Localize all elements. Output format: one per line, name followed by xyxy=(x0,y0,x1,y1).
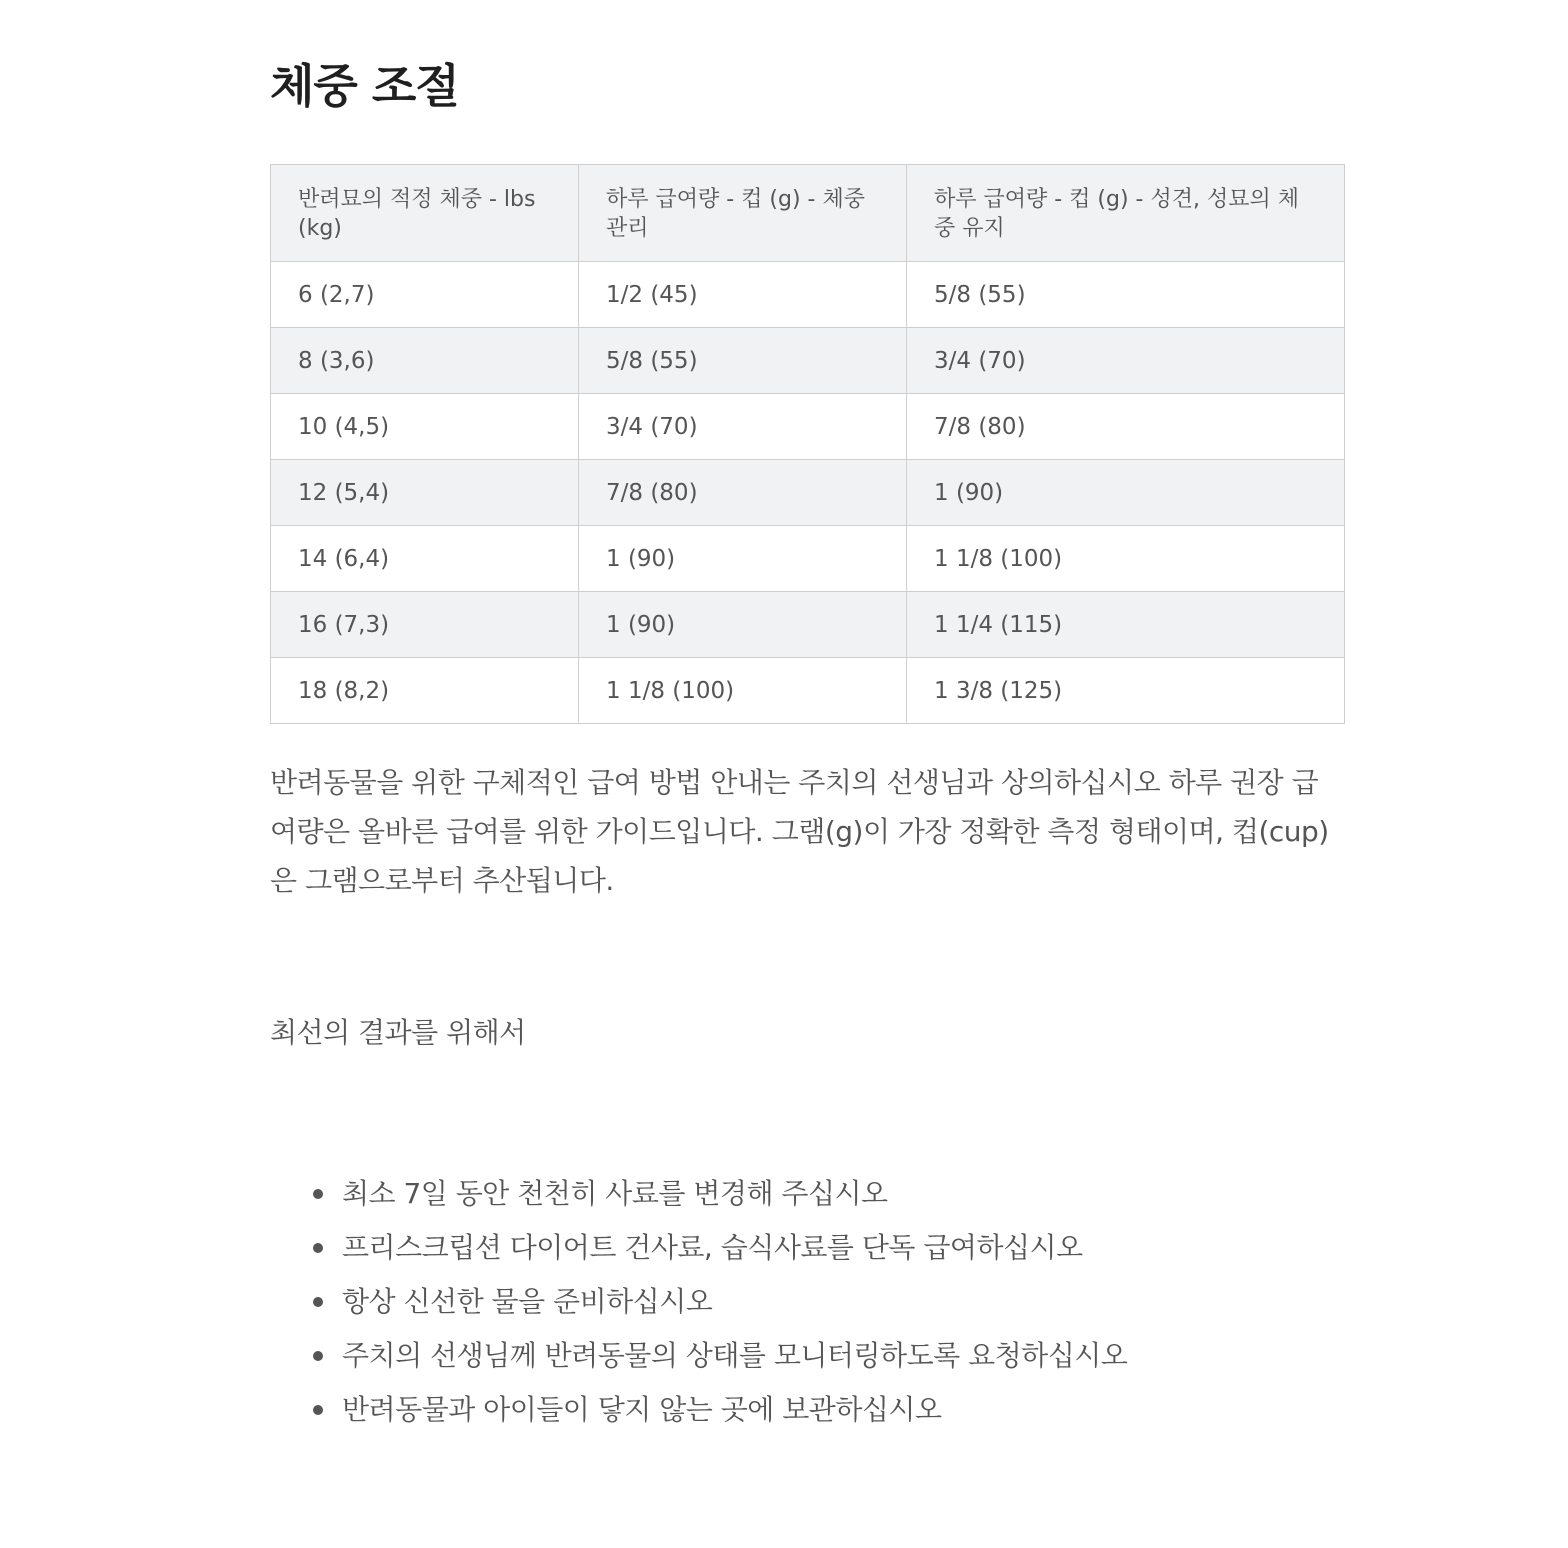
header-weight-maintenance: 하루 급여량 - 컵 (g) - 성견, 성묘의 체중 유지 xyxy=(907,165,1345,262)
cell-weight: 10 (4,5) xyxy=(271,394,579,460)
cell-maintenance: 3/4 (70) xyxy=(907,328,1345,394)
bullet-icon xyxy=(313,1351,323,1361)
list-item xyxy=(270,1167,1127,1221)
cell-weight: 6 (2,7) xyxy=(271,262,579,328)
cell-maintenance: 5/8 (55) xyxy=(907,262,1345,328)
cell-management: 1/2 (45) xyxy=(579,262,907,328)
tip-text: 주치의 선생님께 반려동물의 상태를 모니터링하도록 요청하십시오 xyxy=(342,1339,1128,1372)
table-row xyxy=(271,592,1345,658)
table-row xyxy=(271,460,1345,526)
bullet-icon xyxy=(313,1189,323,1199)
bullet-icon xyxy=(313,1297,323,1307)
cell-maintenance: 1 1/4 (115) xyxy=(907,592,1345,658)
table-row xyxy=(271,658,1345,724)
list-item xyxy=(270,1329,1127,1383)
tip-text: 프리스크립션 다이어트 건사료, 습식사료를 단독 급여하십시오 xyxy=(342,1231,1083,1264)
bullet-icon xyxy=(313,1405,323,1415)
tip-text: 반려동물과 아이들이 닿지 않는 곳에 보관하십시오 xyxy=(342,1393,942,1426)
feeding-table xyxy=(270,164,1345,724)
cell-management: 5/8 (55) xyxy=(579,328,907,394)
tip-text: 항상 신선한 물을 준비하십시오 xyxy=(342,1285,713,1318)
bullet-icon xyxy=(313,1243,323,1253)
cell-maintenance: 1 3/8 (125) xyxy=(907,658,1345,724)
list-item xyxy=(270,1221,1127,1275)
list-item xyxy=(270,1275,1127,1329)
table-row xyxy=(271,328,1345,394)
table-header-row xyxy=(271,165,1345,262)
cell-management: 1 (90) xyxy=(579,592,907,658)
cell-weight: 8 (3,6) xyxy=(271,328,579,394)
cell-maintenance: 7/8 (80) xyxy=(907,394,1345,460)
page-title: 체중 조절 xyxy=(270,59,459,113)
cell-management: 3/4 (70) xyxy=(579,394,907,460)
feeding-note: 반려동물을 위한 구체적인 급여 방법 안내는 주치의 선생님과 상의하십시오 하루 권장 급여량은 올바른 급여를 위한 가이드입니다. 그램(g)이 가장 정확한 측정 형태이며, 컵(cup)은 그램으로부터 추산됩니다. xyxy=(270,766,1329,897)
cell-weight: 16 (7,3) xyxy=(271,592,579,658)
cell-management: 1 1/8 (100) xyxy=(579,658,907,724)
header-weight: 반려묘의 적정 체중 - lbs (kg) xyxy=(271,165,579,262)
cell-management: 7/8 (80) xyxy=(579,460,907,526)
cell-weight: 18 (8,2) xyxy=(271,658,579,724)
cell-weight: 12 (5,4) xyxy=(271,460,579,526)
list-item xyxy=(270,1383,1127,1437)
tips-list xyxy=(270,1167,1127,1437)
table-row xyxy=(271,526,1345,592)
cell-maintenance: 1 (90) xyxy=(907,460,1345,526)
table-row xyxy=(271,394,1345,460)
cell-weight: 14 (6,4) xyxy=(271,526,579,592)
header-weight-management: 하루 급여량 - 컵 (g) - 체중 관리 xyxy=(579,165,907,262)
cell-maintenance: 1 1/8 (100) xyxy=(907,526,1345,592)
cell-management: 1 (90) xyxy=(579,526,907,592)
best-results-heading: 최선의 결과를 위해서 xyxy=(270,1016,526,1049)
tip-text: 최소 7일 동안 천천히 사료를 변경해 주십시오 xyxy=(342,1177,888,1210)
table-row xyxy=(271,262,1345,328)
